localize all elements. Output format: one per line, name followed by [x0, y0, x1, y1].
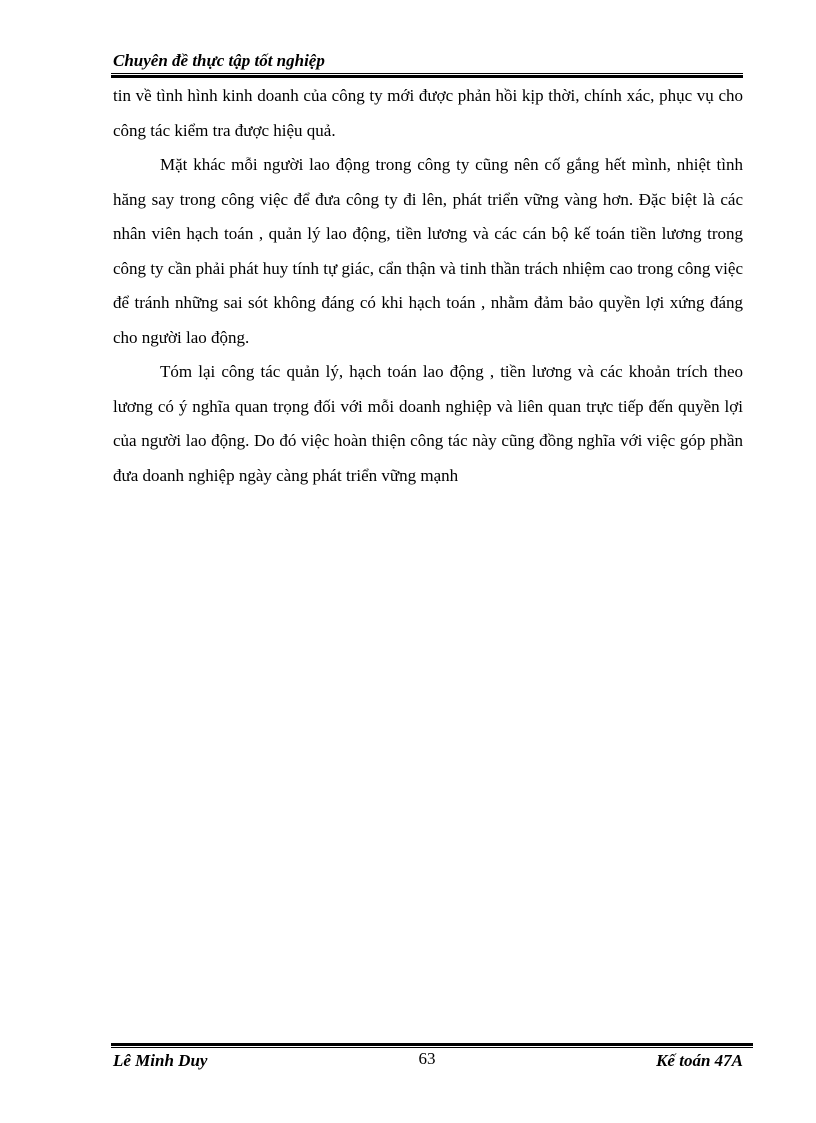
footer-rule-thin [111, 1047, 753, 1048]
paragraph-2: Mặt khác mỗi người lao động trong công ty cũng nên cố gắng hết mình, nhiệt tình hăng say trong công việc để đưa công ty đi lên, phát triển vững vàng hơn. Đặc biệt là các nhân viên hạch toán , quản lý lao động, tiền lương và các cán bộ kế toán tiền lương trong công ty cần phải phát huy tính tự giác, cẩn thận và tinh thần trách nhiệm cao trong công việc để tránh những sai sót không đáng có khi hạch toán , nhằm đảm bảo quyền lợi xứng đáng cho người lao động. [113, 155, 743, 347]
footer-author: Lê Minh Duy [113, 1051, 208, 1070]
header-title: Chuyên đề thực tập tốt nghiệp [113, 51, 325, 70]
header-rule-thick [111, 75, 743, 78]
header-rule-thin [111, 73, 743, 74]
body-text [113, 79, 743, 493]
paragraph-continuation: tin về tình hình kinh doanh của công ty mới được phản hồi kịp thời, chính xác, phục vụ cho công tác kiểm tra được hiệu quả. [113, 86, 743, 140]
footer-rule-thick [111, 1043, 753, 1046]
page-number: 63 [418, 1049, 436, 1068]
footer-class-name: Kế toán 47A [656, 1051, 743, 1070]
paragraph-3: Tóm lại công tác quản lý, hạch toán lao động , tiền lương và các khoản trích theo lương có ý nghĩa quan trọng đối với mỗi doanh nghiệp và liên quan trực tiếp đến quyền lợi của người lao động. Do đó việc hoàn thiện công tác này cũng đồng nghĩa với việc góp phần đưa doanh nghiệp ngày càng phát triển vững mạnh [113, 362, 743, 485]
